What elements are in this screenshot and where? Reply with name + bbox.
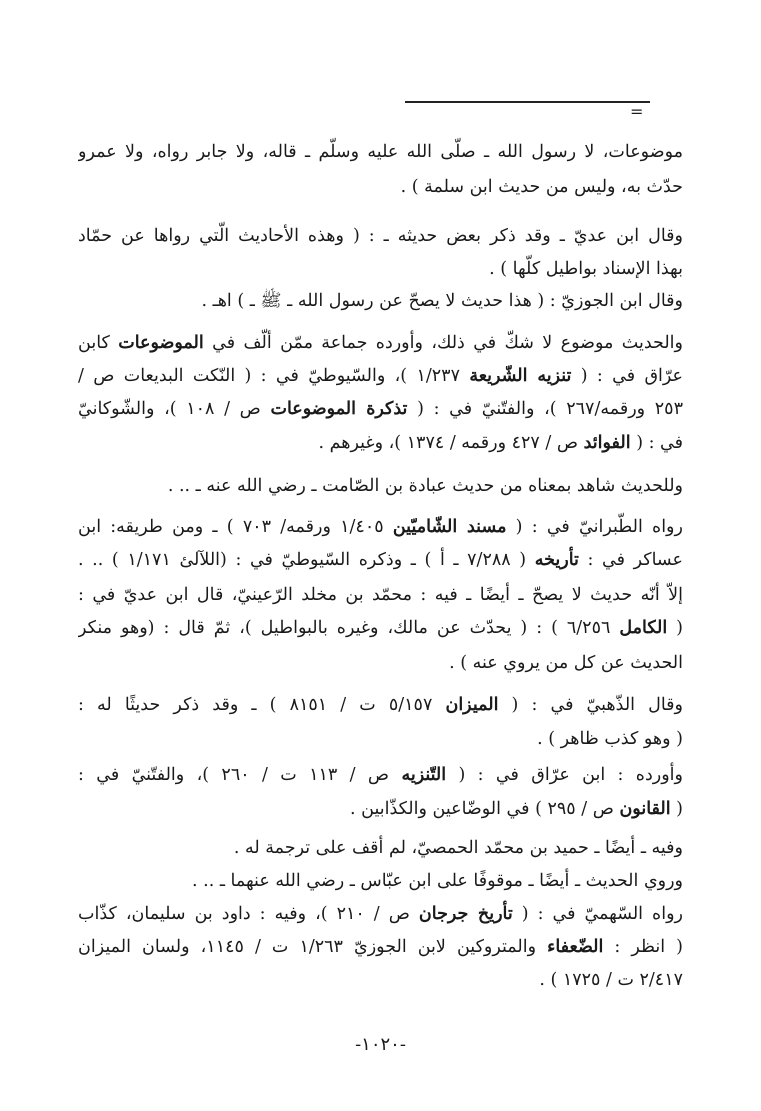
line-text: رواه الطّبرانيّ في : ( — [515, 517, 683, 537]
text-line — [78, 254, 683, 284]
line-text: ١/٢٣٧ )، والسّيوطيّ في : ( النّكت البديعات ص / — [78, 366, 460, 386]
text-line — [78, 471, 683, 501]
line-text: عرّاق في : ( — [580, 366, 683, 386]
line-text: وقال ابن عديّ ـ وقد ذكر بعض حديثه ـ : ( وهذه الأحاديث الّتي رواها عن حمّاد — [78, 226, 683, 246]
book-title-bold: تنزيه الشّريعة — [469, 366, 572, 386]
line-text: ص / ٢٩٥ ) في الوضّاعين والكذّابين . — [350, 799, 614, 819]
line-text: ٦/٢٥٦ ) : ( يحدّث عن مالك، وغيره بالبواطيل )، ثمّ قال : (وهو منكر — [78, 618, 611, 638]
line-text: ( — [676, 799, 683, 819]
text-line — [78, 794, 683, 824]
line-text: ٥/١٥٧ ت / ٨١٥١ ) ـ وقد ذكر حديثًا له : — [78, 695, 433, 715]
line-text: ص / ٤٢٧ ورقمه / ١٣٧٤ )، وغيرهم . — [318, 433, 579, 453]
line-text: وللحديث شاهد بمعناه من حديث عبادة بن الصّامت ـ رضي الله عنه ـ .. . — [167, 476, 683, 496]
text-line — [78, 899, 683, 929]
page-number: -١٠٢٠- — [355, 1034, 406, 1055]
line-text: وأورده : ابن عرّاق في : ( — [458, 765, 683, 785]
line-text: ( وهو كذب ظاهر ) . — [537, 729, 683, 749]
line-text: موضوعات، لا رسول الله ـ صلّى الله عليه وسلّم ـ قاله، ولا جابر رواه، ولا عمرو — [78, 142, 683, 162]
line-text: وفيه ـ أيضًا ـ حميد بن محمّد الحمصيّ، لم أقف على ترجمة له . — [233, 838, 683, 858]
line-text: ص / ١٠٨ )، والشّوكانيّ — [78, 399, 261, 419]
line-text: ( انظر : — [614, 937, 683, 957]
text-line — [78, 512, 683, 542]
text-line — [78, 833, 683, 863]
text-line — [78, 648, 683, 678]
book-title-bold: الكامل — [619, 618, 668, 638]
line-text: ٢٥٣ ورقمه/٢٦٧ )، والفتّنيّ في : ( — [417, 399, 683, 419]
text-line — [78, 965, 683, 995]
text-line — [78, 866, 683, 896]
line-text: في : ( — [636, 433, 683, 453]
line-text: وروي الحديث ـ أيضًا ـ موقوفًا على ابن عبّاس ـ رضي الله عنهما ـ .. . — [192, 871, 683, 891]
line-text: الحديث عن كل من يروي عنه ) . — [449, 653, 683, 673]
line-text: إلاّ أنّه حديث لا يصحّ ـ أيضًا ـ فيه : محمّد بن مخلد الرّعينيّ، قال ابن عديّ في : — [78, 585, 683, 605]
text-line — [78, 328, 683, 358]
line-text: بهذا الإسناد بواطيل كلّها ) . — [489, 259, 683, 279]
text-line — [78, 286, 683, 316]
book-title-bold: تأريخ جرجان — [418, 904, 513, 924]
book-title-bold: مسند الشّاميّين — [392, 517, 507, 537]
line-text: ص / ٢١٠ )، وفيه : داود بن سليمان، كذّاب — [78, 904, 410, 924]
line-text: كابن — [78, 333, 110, 353]
header-rule — [405, 101, 650, 103]
line-text: ١/٤٠٥ ورقمه/ ٧٠٣ ) ـ ومن طريقه: ابن — [78, 517, 384, 537]
line-text: والمتروكين لابن الجوزيّ ١/٢٦٣ ت / ١١٤٥، ولسان الميزان — [78, 937, 537, 957]
text-line — [78, 137, 683, 167]
text-line — [78, 580, 683, 610]
text-line — [78, 690, 683, 720]
line-text: ٢/٤١٧ ت / ١٧٢٥ ) . — [539, 970, 683, 990]
header-mark: = — [630, 102, 644, 121]
text-line — [78, 545, 683, 575]
line-text: وقال الذّهبيّ في : ( — [511, 695, 683, 715]
book-title-bold: تأريخه — [534, 550, 579, 570]
text-line — [78, 428, 683, 458]
line-text: ص / ١١٣ ت / ٢٦٠ )، والفتّنيّ في : — [78, 765, 390, 785]
book-title-bold: الضّعفاء — [547, 937, 604, 957]
line-text: ( ٧/٢٨٨ ـ أ ) ـ وذكره السّيوطيّ في : (اللآلئ ١/١٧١ ) .. . — [78, 550, 527, 570]
text-line — [78, 172, 683, 202]
text-line — [78, 932, 683, 962]
line-text: رواه السّهميّ في : ( — [521, 904, 683, 924]
line-text: حدّث به، وليس من حديث ابن سلمة ) . — [400, 177, 683, 197]
line-text: ( — [676, 618, 683, 638]
line-text: والحديث موضوع لا شكّ في ذلك، وأورده جماعة ممّن ألّف في — [212, 333, 683, 353]
book-title-bold: الميزان — [445, 695, 499, 715]
text-line — [78, 221, 683, 251]
text-line — [78, 724, 683, 754]
line-text: عساكر في : — [587, 550, 683, 570]
book-title-bold: التّنزيه — [401, 765, 447, 785]
book-title-bold: الموضوعات — [118, 333, 204, 353]
text-line — [78, 361, 683, 391]
text-line — [78, 613, 683, 643]
line-text: وقال ابن الجوزيّ : ( هذا حديث لا يصحّ عن رسول الله ـ ﷺ ـ ) اهـ . — [201, 291, 683, 311]
book-title-bold: تذكرة الموضوعات — [270, 399, 408, 419]
book-title-bold: الفوائد — [583, 433, 631, 453]
book-title-bold: القانون — [619, 799, 671, 819]
text-line — [78, 760, 683, 790]
text-line — [78, 394, 683, 424]
